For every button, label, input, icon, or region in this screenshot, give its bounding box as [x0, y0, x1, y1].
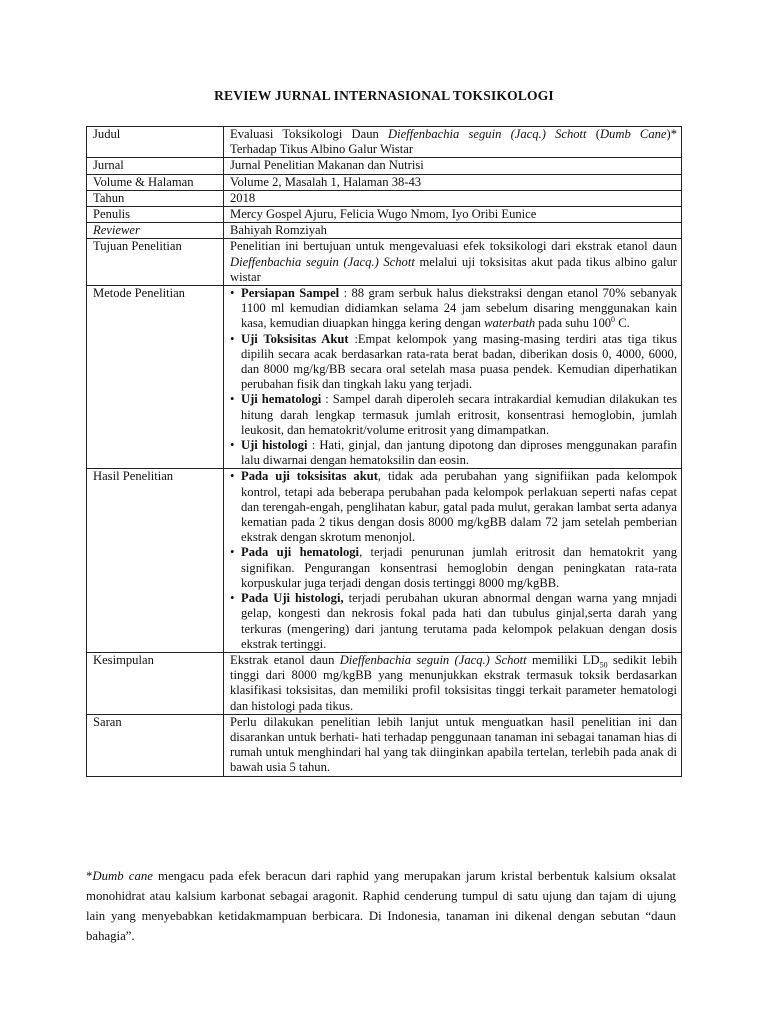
bullet-icon: • — [230, 438, 235, 453]
judul-text-b: ( — [586, 127, 600, 141]
tujuan-text-b: melalui uji toksisitas akut pada tikus albino galur wistar — [230, 254, 677, 284]
row-value-judul — [224, 127, 682, 158]
row-judul — [87, 127, 682, 158]
kesimpulan-species: Dieffenbachia seguin (Jacq.) Schott — [339, 652, 527, 667]
row-value-metode — [224, 286, 682, 469]
row-hasil — [87, 469, 682, 652]
judul-text-a: Evaluasi Toksikologi Daun — [230, 127, 388, 141]
row-tujuan — [87, 239, 682, 286]
list-item — [230, 591, 677, 652]
item-text: : Sampel darah diperoleh secara intrakardial kemudian dilakukan tes hitung darah lengkap termasuk jumlah eritrosit, konsentrasi hemoglobin, jumlah leukosit, dan hematokrit/volume eritrosit yang dimampatkan. — [241, 392, 677, 437]
item-text: terjadi perubahan ukuran abnormal dengan warna yang mnjadi gelap, kongesti dan nekrosis fokal pada hati dan tubulus ginjal,serta darah yang terkuras (mengering) dari jantung terutama pada kelompok pelakuan dengan dosis ekstrak tertinggi. — [241, 591, 677, 651]
item-italic: waterbath — [484, 316, 536, 331]
row-label: Tujuan Penelitian — [87, 239, 224, 286]
row-label: Jurnal — [87, 158, 224, 174]
reviewer-label: Reviewer — [93, 223, 140, 238]
row-jurnal — [87, 158, 682, 174]
row-value-reviewer: Bahiyah Romziyah — [224, 223, 682, 239]
item-heading: Pada uji hematologi — [241, 545, 360, 560]
bullet-icon: • — [230, 286, 235, 301]
row-value-saran: Perlu dilakukan penelitian lebih lanjut untuk menguatkan hasil penelitian ini dan disarankan untuk berhati- hati terhadap penggunaan tanaman ini sebagai tanaman hias di rumah untuk menghindari hal yang tak diinginkan apabila tertelan, terlebih pada anak di bawah usia 5 tahun. — [224, 714, 682, 776]
list-item — [230, 332, 677, 393]
list-item — [230, 392, 677, 438]
metode-list — [230, 286, 677, 468]
row-value-tahun: 2018 — [224, 190, 682, 206]
bullet-icon: • — [230, 392, 235, 407]
kesimpulan-text-c: sedikit lebih tinggi dari 8000 mg/kgBB yang menunjukkan ekstrak termasuk toksik berdasarkan klasifikasi toksisitas, dan memiliki profil toksisitas tinggi terkait parameter hematologi dan histologi pada tikus. — [230, 652, 677, 713]
row-label: Kesimpulan — [87, 652, 224, 714]
item-text: : Hati, ginjal, dan jantung dipotong dan diproses menggunakan parafin lalu diwarnai dengan hematoksilin dan eosin. — [241, 438, 677, 468]
degree-superscript: 0 — [611, 315, 616, 325]
footnote-term: Dumb cane — [92, 869, 153, 883]
item-heading: Pada uji toksisitas akut — [241, 469, 378, 484]
list-item — [230, 545, 677, 591]
list-item — [230, 438, 677, 468]
tujuan-text-a: Penelitian ini bertujuan untuk mengevaluasi efek toksikologi dari ekstrak etanol daun — [230, 239, 677, 254]
list-item — [230, 286, 677, 332]
row-penulis — [87, 207, 682, 223]
row-label: Tahun — [87, 190, 224, 206]
row-value-jurnal: Jurnal Penelitian Makanan dan Nutrisi — [224, 158, 682, 174]
list-item — [230, 469, 677, 545]
row-value-penulis: Mercy Gospel Ajuru, Felicia Wugo Nmom, Iyo Oribi Eunice — [224, 207, 682, 223]
footnote-star: * — [86, 869, 93, 883]
row-label: Penulis — [87, 207, 224, 223]
item-text: :Empat kelompok yang masing-masing terdiri atas tiga tikus dipilih secara acak berdasarkan rata-rata berat badan, diberikan dosis 0, 4000, 6000, dan 8000 mg/kg/BB secara oral setelah masa puasa pendek. Kemudian diperhatikan perubahan fisik dan tingkah laku yang terjadi. — [241, 331, 677, 392]
judul-species: Dieffenbachia seguin (Jacq.) Schott — [387, 127, 587, 141]
review-table — [86, 126, 682, 777]
ld-subscript: 50 — [599, 660, 608, 670]
bullet-icon: • — [230, 331, 235, 346]
item-heading: Uji hematologi — [241, 392, 322, 407]
footnote-text: mengacu pada efek beracun dari raphid yang merupakan jarum kristal berbentuk kalsium oksalat monohidrat atau kalsium karbonat sebagai aragonit. Raphid cenderung tumpul di satu ujung dan tajam di ujung lain yang menyebabkan ketidakmampuan berbicara. Di Indonesia, tanaman ini dikenal dengan sebutan “daun bahagia”. — [86, 869, 676, 943]
judul-common-name: Dumb Cane — [599, 127, 667, 141]
row-label — [87, 223, 224, 239]
item-text: pada suhu 100 — [535, 316, 612, 331]
row-label: Judul — [87, 127, 224, 158]
bullet-icon: • — [230, 591, 235, 606]
row-value-tujuan — [224, 239, 682, 286]
document-title: REVIEW JURNAL INTERNASIONAL TOKSIKOLOGI — [214, 88, 554, 103]
item-heading: Pada Uji histologi, — [241, 591, 344, 606]
row-label: Hasil Penelitian — [87, 469, 224, 652]
row-kesimpulan — [87, 652, 682, 714]
row-label: Saran — [87, 714, 224, 776]
row-value-volume: Volume 2, Masalah 1, Halaman 38-43 — [224, 174, 682, 190]
row-label: Volume & Halaman — [87, 174, 224, 190]
item-heading: Uji Toksisitas Akut — [241, 331, 349, 346]
row-label: Metode Penelitian — [87, 286, 224, 469]
judul-text-c: )* Terhadap Tikus Albino Galur Wistar — [230, 127, 678, 157]
row-volume — [87, 174, 682, 190]
item-text: C. — [615, 316, 630, 331]
row-reviewer — [87, 223, 682, 239]
bullet-icon: • — [230, 469, 235, 484]
tujuan-species: Dieffenbachia seguin (Jacq.) Schott — [230, 254, 415, 269]
kesimpulan-text-b: memiliki LD — [526, 652, 600, 667]
row-metode — [87, 286, 682, 469]
footnote — [86, 866, 676, 946]
row-value-kesimpulan — [224, 652, 682, 714]
hasil-list — [230, 469, 677, 651]
bullet-icon: • — [230, 545, 235, 560]
item-text: , tidak ada perubahan yang signifiikan pada kelompok kontrol, tetapi ada beberapa perubahan pada kelompok perlakuan seperti nafas cepat dan terengah-engah, penglihatan kabur, gatal pada mulut, gerakan lambat serta adanya kematian pada 2 tikus dengan dosis 8000 mg/kgBB dalam 72 jam setelah pemberian ekstrak dengan skrotum menonjol. — [241, 469, 677, 545]
item-text: , terjadi penurunan jumlah eritrosit dan hematokrit yang signifikan. Pengurangan konsentrasi hemoglobin dengan peningkatan rata-rata korpuskular juga terjadi dengan dosis tertinggi 8000 mg/kgBB. — [241, 545, 677, 590]
item-heading: Uji histologi — [241, 438, 308, 453]
item-heading: Persiapan Sampel — [241, 286, 340, 301]
item-text: : 88 gram serbuk halus diekstraksi dengan etanol 70% sebanyak 1100 ml kemudian didiamkan selama 24 jam sebelum disaring menggunakan kain kasa, kemudian diuapkan hingga kering dengan — [241, 286, 677, 331]
row-tahun — [87, 190, 682, 206]
kesimpulan-text-a: Ekstrak etanol daun — [230, 652, 340, 667]
row-saran — [87, 714, 682, 776]
row-value-hasil — [224, 469, 682, 652]
